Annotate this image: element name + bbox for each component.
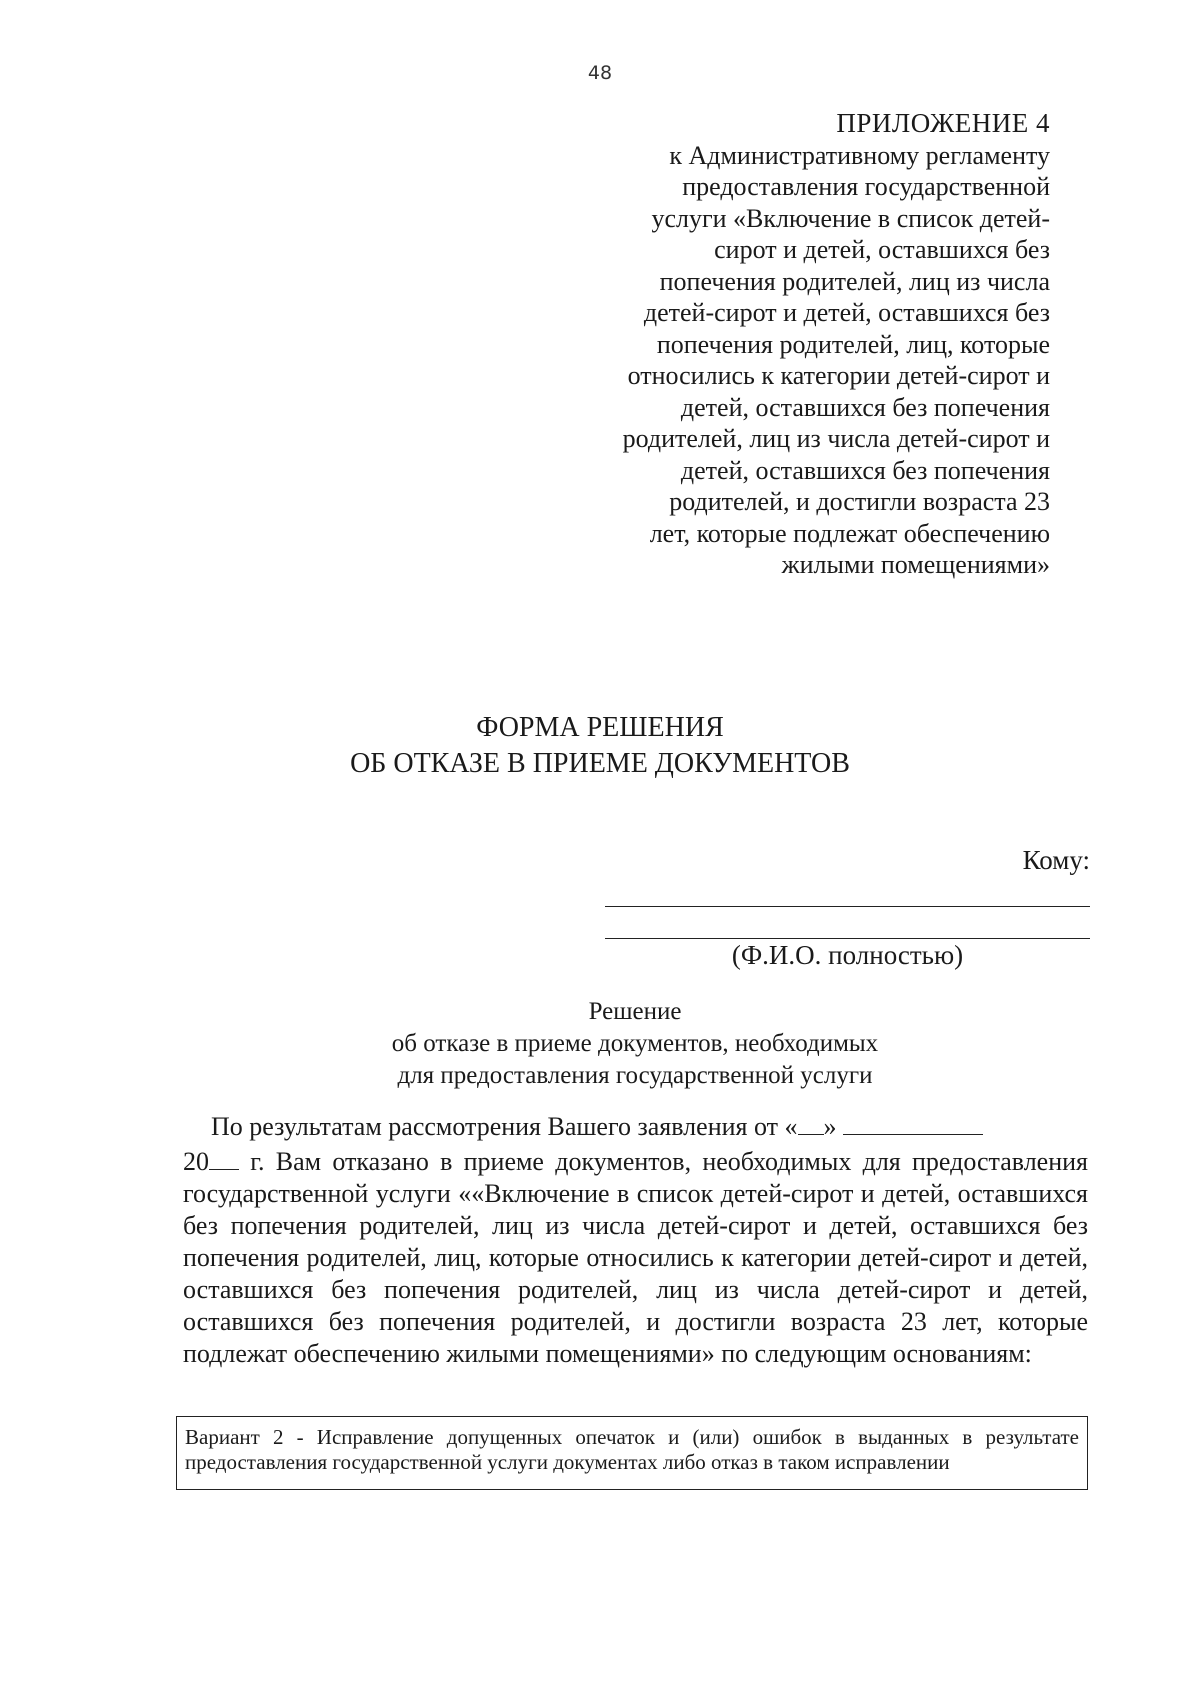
- form-title: [0, 710, 1200, 782]
- decision-subtitle-line1: об отказе в приеме документов, необходимых: [391, 1030, 879, 1057]
- recipient-note: (Ф.И.О. полностью): [731, 940, 964, 970]
- day-blank: [798, 1108, 824, 1135]
- form-title-line2: ОБ ОТКАЗЕ В ПРИЕМЕ ДОКУМЕНТОВ: [350, 748, 850, 779]
- appendix-line: к Административному регламенту: [669, 140, 1050, 170]
- appendix-line: относились к категории детей-сирот и: [627, 361, 1050, 390]
- appendix-line: родителей, лиц из числа детей-сирот и: [622, 424, 1050, 453]
- appendix-line: детей, оставшихся без попечения: [680, 455, 1050, 485]
- appendix-line: попечения родителей, лиц, которые: [656, 329, 1050, 359]
- appendix-line: услуги «Включение в список детей-: [651, 203, 1050, 233]
- appendix-line: детей, оставшихся без попечения: [680, 392, 1050, 422]
- variant-text: Вариант 2 - Исправление допущенных опечаток и (или) ошибок в выданных в результате предоставления государственной услуги документах либо отказ в таком исправлении: [185, 1425, 1079, 1474]
- form-title-line1: ФОРМА РЕШЕНИЯ: [476, 712, 724, 743]
- body-lead: По результатам рассмотрения Вашего заявления от «: [211, 1112, 798, 1141]
- body-text: г. Вам отказано в приеме документов, необходимых для предоставления государственной услуги ««Включение в список детей-сирот и детей, оставшихся без попечения родителей, лиц из числа детей-сирот и детей, оставшихся без попечения родителей, лиц, которые относились к категории детей-сирот и детей, оставшихся без попечения родителей, лиц из числа детей-сирот и детей, оставшихся без попечения родителей, и достигли возраста 23 лет, которые подлежат обеспечению жилыми помещениями» по следующим основаниям:: [183, 1147, 1088, 1368]
- body-first-line: [183, 1108, 1088, 1143]
- appendix-title: ПРИЛОЖЕНИЕ 4: [836, 108, 1050, 138]
- appendix-line: родителей, и достигли возраста 23: [669, 487, 1050, 516]
- month-blank: [843, 1108, 983, 1135]
- recipient-blank-line-2: [605, 938, 1090, 939]
- year-blank: [209, 1143, 239, 1170]
- recipient-label: Кому:: [1022, 845, 1090, 875]
- appendix-line: жилыми помещениями»: [781, 550, 1050, 579]
- year-prefix: 20: [183, 1147, 209, 1176]
- decision-title: Решение: [588, 998, 682, 1025]
- recipient-blank-line-1: [605, 906, 1090, 907]
- decision-heading: [0, 996, 1200, 1092]
- page-number: 48: [587, 62, 613, 84]
- body-paragraph: [183, 1108, 1088, 1370]
- decision-subtitle-line2: для предоставления государственной услуги: [397, 1062, 873, 1089]
- variant-box: [176, 1416, 1088, 1490]
- appendix-line: лет, которые подлежат обеспечению: [649, 518, 1050, 548]
- appendix-block: [530, 108, 1050, 581]
- appendix-line: попечения родителей, лиц из числа: [659, 266, 1050, 296]
- body-quote-close: »: [823, 1112, 837, 1141]
- appendix-line: предоставления государственной: [682, 172, 1050, 201]
- appendix-line: детей-сирот и детей, оставшихся без: [643, 298, 1050, 327]
- appendix-line: сирот и детей, оставшихся без: [714, 235, 1050, 264]
